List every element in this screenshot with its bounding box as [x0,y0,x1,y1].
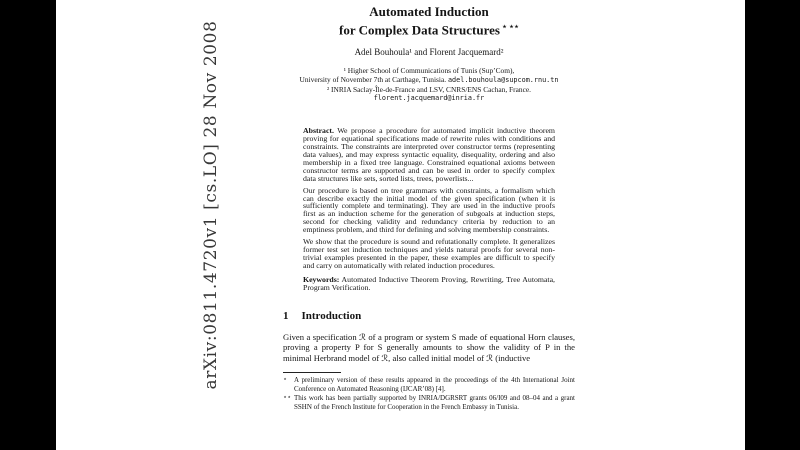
affiliation-1-line-1: ¹ Higher School of Communications of Tunis (Sup’Com), [343,66,515,76]
footnote-1-marker: ⋆ [283,376,288,384]
abstract-paragraph-1-text: We propose a procedure for automated implicit inductive theorem proving for equational specifications made of rewrite rules with conditions and constraints. The constraints are interpreted over constructor terms (representing data values), and may express syntactic equality, disequality, ordering and also membership in a fixed tree language. Constrained equational axioms between constructor terms are supported and can be used in order to specify complex data structures like sets, sorted lists, trees, powerlists... [303,126,555,183]
keywords-line [303,276,555,292]
footnote-rule [283,372,341,373]
section-1-title: Introduction [301,309,362,322]
title-line-2-text: for Complex Data Structures [339,22,500,38]
keywords-text: Automated Inductive Theorem Proving, Rewriting, Tree Automata, Program Verification. [303,274,555,292]
footnotes-block [283,376,575,411]
abstract-label: Abstract. [303,126,334,136]
section-1-heading [283,310,575,322]
abstract-block [303,127,555,291]
left-black-bar [0,0,56,450]
affiliation-1-text: University of November 7th at Carthage, Tunisia. [299,75,448,85]
paper-content [283,0,575,412]
paper-title [283,4,575,37]
keywords-label: Keywords: [303,274,340,284]
footnote-2-text: This work has been partially supported by INRIA/DGRSRT grants 06/I09 and 08–04 and a grant SSHN of the French Institute for Cooperation in the French Embassy in Tunisia. [294,394,575,411]
authors-line: Adel Bouhoula¹ and Florent Jacquemard² [354,47,504,58]
footnote-2 [283,394,575,411]
title-line-2 [283,19,575,37]
affiliation-1-line-2 [283,75,575,85]
introduction-paragraph-1: Given a specification ℛ of a program or system S made of equational Horn clauses, proving a property P for S generally amounts to show the validity of P in the minimal Herbrand model of ℛ, also called initial model of ℛ (inductive [283,331,575,363]
title-footnote-stars: ⋆ ⋆⋆ [501,22,519,31]
abstract-paragraph-2: Our procedure is based on tree grammars with constraints, a formalism which can describe exactly the initial model of the given specification (when it is sufficiently complete and terminating). They are used in the inductive proofs first as an induction scheme for the generation of subgoals at induction steps, second for checking validity and redundancy criteria by reduction to an emptiness problem, and third for defining and solving membership constraints. [303,185,555,235]
affiliations-block [283,66,575,103]
abstract-paragraph-3: We show that the procedure is sound and refutationally complete. It generalizes former test set induction techniques and yields natural proofs for several non-trivial examples presented in the paper, these examples are difficult to specify and carry on automatically with related induction procedures. [303,237,555,270]
footnote-1 [283,376,575,393]
footnote-1-text: A preliminary version of these results appeared in the proceedings of the 4th International Joint Conference on Automated Reasoning (IJCAR’08) [4]. [294,376,575,393]
footnote-2-marker: ⋆⋆ [283,394,292,402]
affiliation-2-line-1: ² INRIA Saclay-Île-de-France and LSV, CNRS/ENS Cachan, France. [326,85,532,95]
section-1-number: 1 [283,309,289,322]
right-black-bar [745,0,800,450]
author-2-email: florent.jacquemard@inria.fr [373,94,485,103]
author-1-email: adel.bouhoula@supcom.rnu.tn [447,76,559,85]
arxiv-watermark: arXiv:0811.4720v1 [cs.LO] 28 Nov 2008 [201,20,221,390]
abstract-paragraph-1 [303,127,555,182]
title-line-1: Automated Induction [369,4,489,19]
